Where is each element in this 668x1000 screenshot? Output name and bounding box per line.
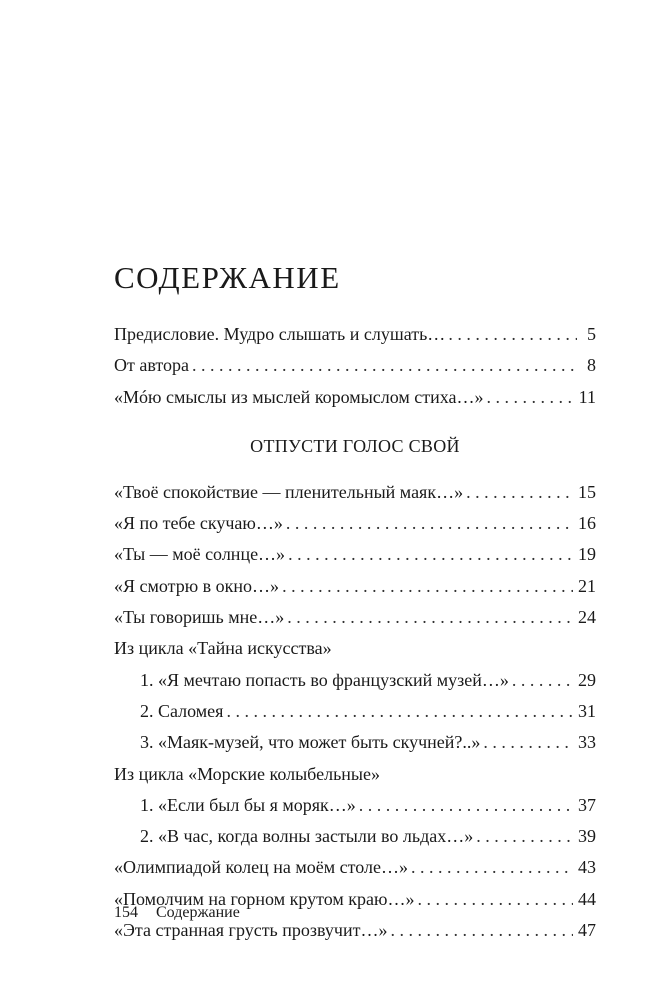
toc-entry-page: 24 bbox=[578, 607, 596, 628]
toc-dot-leader bbox=[226, 696, 573, 727]
toc-entry-page: 39 bbox=[578, 826, 596, 847]
toc-entry-page: 29 bbox=[578, 669, 596, 690]
toc-entry[interactable] bbox=[114, 571, 596, 602]
toc-cycle-title: Из цикла «Морские колыбельные» bbox=[114, 763, 380, 784]
toc-entry-page: 31 bbox=[578, 700, 596, 721]
toc-dot-leader bbox=[282, 571, 573, 602]
toc-entry-page: 21 bbox=[578, 575, 596, 596]
toc-entry-title: «Ты — моё солнце…» bbox=[114, 544, 286, 565]
toc-dot-leader bbox=[417, 884, 573, 915]
footer-page-number: 154 bbox=[114, 904, 138, 921]
toc-entry-page: 33 bbox=[578, 732, 596, 753]
toc-entry-page: 15 bbox=[578, 481, 596, 502]
toc-entry-page: 47 bbox=[578, 920, 596, 941]
toc-entry-page: 37 bbox=[578, 794, 596, 815]
toc-entry[interactable] bbox=[114, 665, 596, 696]
toc-entry[interactable] bbox=[114, 852, 596, 883]
toc-dot-leader bbox=[192, 350, 577, 381]
toc-entry[interactable] bbox=[114, 821, 596, 852]
toc-entry-title: 1. «Если был бы я моряк…» bbox=[140, 794, 356, 815]
toc-dot-leader bbox=[466, 477, 573, 508]
toc-entry[interactable] bbox=[114, 696, 596, 727]
toc-entry[interactable] bbox=[114, 727, 596, 758]
toc-entry-page: 16 bbox=[578, 513, 596, 534]
toc-entry-title: «Помолчим на горном крутом краю…» bbox=[114, 888, 415, 909]
toc-entry-title: Предисловие. Мудро слышать и слушать… bbox=[114, 324, 446, 344]
table-of-contents bbox=[114, 319, 596, 946]
toc-entry-title: «Твоё спокойствие — пленительный маяк…» bbox=[114, 481, 464, 502]
toc-entry[interactable] bbox=[114, 382, 596, 413]
toc-entry[interactable] bbox=[114, 602, 596, 633]
page-title: СОДЕРЖАНИЕ bbox=[114, 260, 341, 295]
toc-dot-leader bbox=[286, 508, 573, 539]
toc-entry-title: «Я по тебе скучаю…» bbox=[114, 513, 283, 534]
toc-dot-leader bbox=[288, 539, 573, 570]
toc-dot-leader bbox=[411, 852, 573, 883]
toc-entry[interactable] bbox=[114, 319, 596, 350]
toc-entry-page: 11 bbox=[578, 386, 596, 407]
toc-dot-leader bbox=[476, 821, 573, 852]
toc-entry-page: 43 bbox=[578, 857, 596, 878]
toc-dot-leader bbox=[390, 915, 573, 946]
toc-dot-leader bbox=[359, 790, 573, 821]
toc-dot-leader bbox=[487, 382, 574, 413]
toc-dot-leader bbox=[483, 727, 573, 758]
toc-cycle-heading[interactable] bbox=[114, 633, 596, 664]
toc-entry-title: 2. «В час, когда волны застыли во льдах…» bbox=[140, 826, 474, 847]
toc-entry-title: 2. Саломея bbox=[140, 700, 224, 721]
toc-dot-leader bbox=[287, 602, 573, 633]
toc-entry-title: «Мóю смыслы из мыслей коромыслом стиха…» bbox=[114, 386, 484, 407]
toc-entry-title: 3. «Маяк-музей, что может быть скучней?..» bbox=[140, 732, 481, 753]
toc-dot-leader bbox=[512, 665, 573, 696]
toc-cycle-title: Из цикла «Тайна искусства» bbox=[114, 638, 332, 659]
toc-entry-title: От автора bbox=[114, 355, 190, 376]
footer-running-title: Содержание bbox=[156, 904, 240, 921]
section-heading[interactable]: ОТПУСТИ ГОЛОС СВОЙ bbox=[250, 435, 460, 456]
toc-entry-title: «Эта странная грусть прозвучит…» bbox=[114, 920, 388, 941]
toc-entry-title: «Олимпиадой колец на моём столе…» bbox=[114, 857, 408, 878]
toc-entry-page: 19 bbox=[578, 544, 596, 565]
toc-entry[interactable] bbox=[114, 350, 596, 381]
toc-entry-title: 1. «Я мечтаю попасть во французский музей…» bbox=[140, 669, 509, 690]
toc-entry[interactable] bbox=[114, 790, 596, 821]
page-footer bbox=[114, 903, 240, 923]
toc-cycle-heading[interactable] bbox=[114, 759, 596, 790]
toc-entry-page: 5 bbox=[587, 324, 596, 344]
toc-entry-title: «Ты говоришь мне…» bbox=[114, 607, 285, 628]
toc-dot-leader bbox=[448, 319, 577, 350]
toc-entry-page: 44 bbox=[578, 888, 596, 909]
toc-entry-title: «Я смотрю в окно…» bbox=[114, 575, 280, 596]
toc-entry-page: 8 bbox=[587, 355, 596, 376]
toc-entry[interactable] bbox=[114, 508, 596, 539]
toc-entry[interactable] bbox=[114, 477, 596, 508]
toc-entry[interactable] bbox=[114, 539, 596, 570]
